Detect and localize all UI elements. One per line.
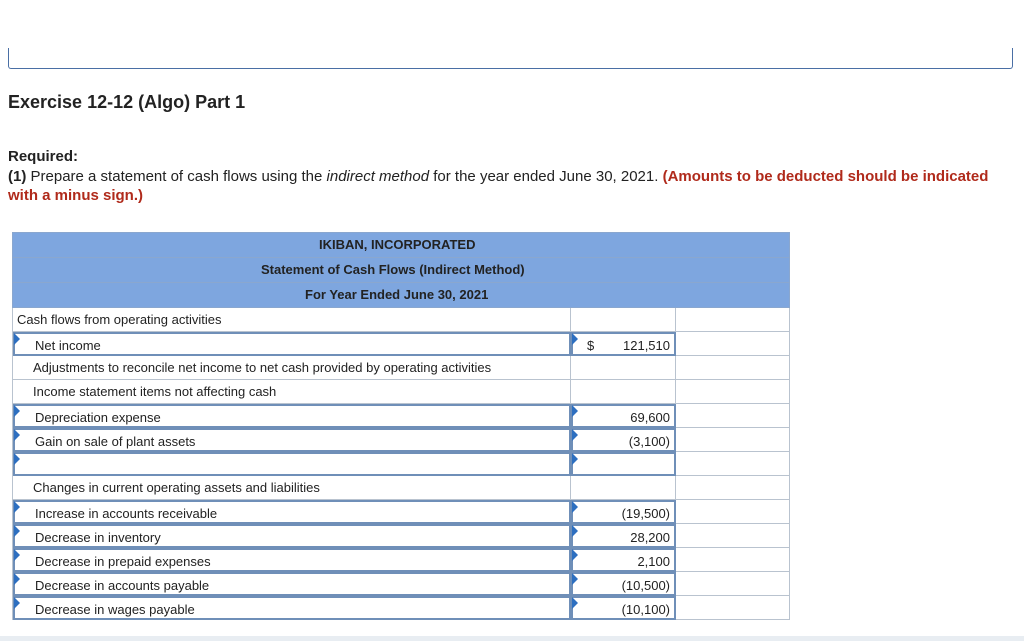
subsection-label: Income statement items not affecting cash <box>13 380 571 404</box>
label-input[interactable]: Increase in accounts receivable <box>13 500 571 524</box>
required-number: (1) <box>8 168 27 185</box>
table-row <box>12 308 790 332</box>
table-row <box>12 500 790 524</box>
required-instructions <box>8 167 1008 205</box>
total-cell <box>676 500 790 524</box>
amount-input[interactable] <box>571 452 676 476</box>
total-cell <box>676 476 790 500</box>
statement-period: For Year Ended June 30, 2021 <box>12 282 790 308</box>
table-row <box>12 332 790 356</box>
total-cell <box>676 524 790 548</box>
total-cell <box>676 308 790 332</box>
required-text-after: for the year ended June 30, 2021. <box>429 168 663 185</box>
table-row <box>12 596 790 620</box>
exercise-title: Exercise 12-12 (Algo) Part 1 <box>8 92 246 112</box>
total-cell <box>676 596 790 620</box>
total-cell <box>676 572 790 596</box>
total-cell <box>676 428 790 452</box>
total-cell <box>676 332 790 356</box>
answer-panel-frame <box>8 48 1013 69</box>
amount-input[interactable]: (10,100) <box>571 596 676 620</box>
subsection-label: Adjustments to reconcile net income to net cash provided by operating activities <box>13 356 571 380</box>
table-row <box>12 524 790 548</box>
table-row <box>12 572 790 596</box>
page-bottom-edge <box>0 636 1024 641</box>
amount-input[interactable]: (19,500) <box>571 500 676 524</box>
table-row <box>12 404 790 428</box>
amount-input[interactable]: (10,500) <box>571 572 676 596</box>
amount-cell <box>571 308 676 332</box>
amount-cell <box>571 380 676 404</box>
label-input[interactable]: Net income <box>13 332 571 356</box>
label-input[interactable]: Decrease in inventory <box>13 524 571 548</box>
statement-company: IKIBAN, INCORPORATED <box>12 232 790 257</box>
total-cell <box>676 356 790 380</box>
table-row <box>12 380 790 404</box>
table-row <box>12 476 790 500</box>
statement-name: Statement of Cash Flows (Indirect Method) <box>12 257 790 282</box>
label-input[interactable]: Gain on sale of plant assets <box>13 428 571 452</box>
label-input[interactable]: Decrease in prepaid expenses <box>13 548 571 572</box>
amount-input[interactable]: (3,100) <box>571 428 676 452</box>
amount-input[interactable]: $ 121,510 <box>571 332 676 356</box>
amount-cell <box>571 356 676 380</box>
total-cell <box>676 404 790 428</box>
subsection-label: Changes in current operating assets and liabilities <box>13 476 571 500</box>
label-input[interactable]: Decrease in accounts payable <box>13 572 571 596</box>
required-italic: indirect method <box>326 168 430 185</box>
table-row <box>12 428 790 452</box>
dollar-sign: $ <box>587 338 595 353</box>
required-label: Required: <box>8 148 79 165</box>
amount-input[interactable]: 28,200 <box>571 524 676 548</box>
amount-input[interactable]: 69,600 <box>571 404 676 428</box>
table-row <box>12 548 790 572</box>
total-cell <box>676 548 790 572</box>
table-row <box>12 452 790 476</box>
total-cell <box>676 380 790 404</box>
section-label: Cash flows from operating activities <box>13 308 571 332</box>
total-cell <box>676 452 790 476</box>
amount-input[interactable]: 2,100 <box>571 548 676 572</box>
label-input[interactable] <box>13 452 571 476</box>
label-input[interactable]: Decrease in wages payable <box>13 596 571 620</box>
label-input[interactable]: Depreciation expense <box>13 404 571 428</box>
cash-flow-statement <box>12 232 790 620</box>
amount-cell <box>571 476 676 500</box>
required-note: (Amounts to be deducted should be indicated with a minus sign.) <box>8 168 989 204</box>
table-row <box>12 356 790 380</box>
required-text-before: Prepare a statement of cash flows using the <box>26 168 327 185</box>
